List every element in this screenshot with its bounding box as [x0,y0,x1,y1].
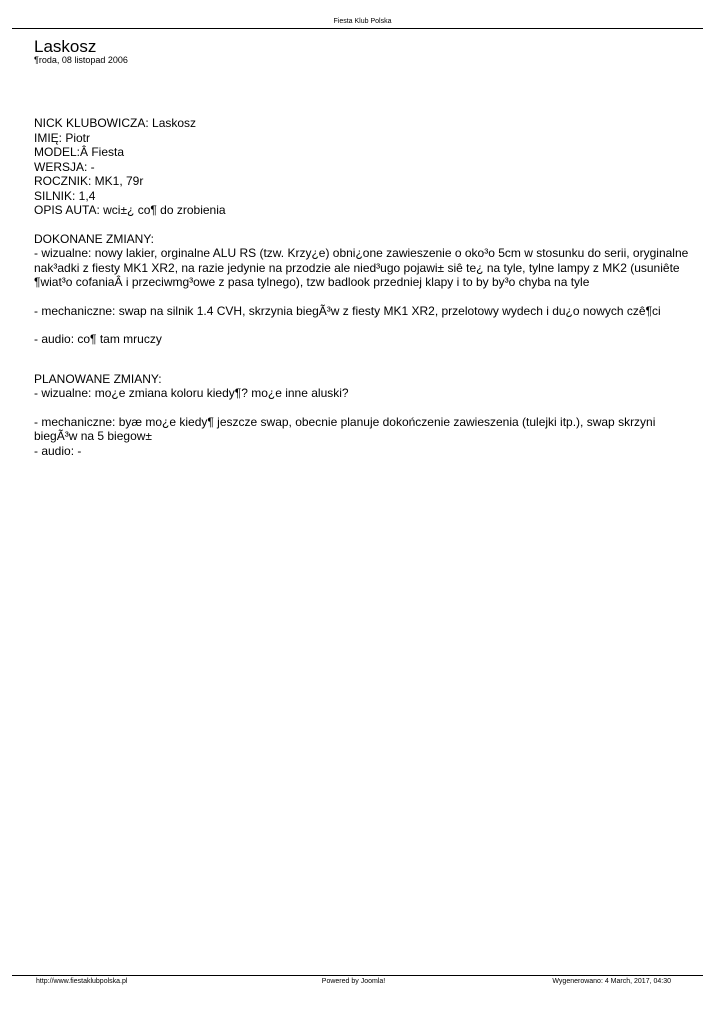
done-mechanical: - mechaniczne: swap na silnik 1.4 CVH, skrzynia biegÃ³w z fiesty MK1 XR2, przelotowy wydech i du¿o nowych czê¶ci [34,303,661,318]
footer-divider [12,975,703,976]
info-year: ROCZNIK: MK1, 79r [34,174,144,188]
footer-generated: Wygenerowano: 4 March, 2017, 04:30 [552,978,671,985]
info-engine: SILNIK: 1,4 [34,188,96,203]
info-version: WERSJA: - [34,159,95,174]
footer-powered: Powered by Joomla! [321,978,386,985]
header-divider [12,28,703,29]
site-name: Fiesta Klub Polska [333,18,392,25]
done-audio: - audio: co¶ tam mruczy [34,332,162,346]
info-model: MODEL:Â Fiesta [34,145,125,159]
planned-mechanical: - mechaniczne: byæ mo¿e kiedy¶ jeszcze swap, obecnie planuje dokończenie zawieszenia (tulejki itp.), swap skrzyni biegÃ³w na 5 biegow± [34,414,656,443]
article-title: Laskosz [34,37,97,56]
info-name: IMIĘ: Piotr [34,130,91,145]
footer-url: http://www.fiestaklubpolska.pl [36,978,128,985]
done-heading: DOKONANE ZMIANY: [34,231,155,246]
planned-visual: - wizualne: mo¿e zmiana koloru kiedy¶? mo¿e inne aluski? [34,386,349,400]
done-visual: - wizualne: nowy lakier, orginalne ALU RS (tzw. Krzy¿e) obni¿one zawieszenie o oko³o 5cm w stosunku do serii, oryginalne nak³adki z fiesty MK1 XR2, na razie jedynie na przodzie ale nied³ugo pojawi± siê te¿ na tyle, tylne lampy z MK2 (usuniête ¶wiat³o cofaniaÂ i przeciwmg³owe z pasa tylnego), tzw badlook przedniej klapy i to by by³o chyba na tyle [34,246,689,289]
info-nick: NICK KLUBOWICZA: Laskosz [34,116,197,130]
article-date: ¶roda, 08 listopad 2006 [34,55,128,65]
planned-audio: - audio: - [34,443,82,458]
article-body [34,116,694,458]
planned-heading: PLANOWANE ZMIANY: [34,371,162,386]
info-description: OPIS AUTA: wci±¿ co¶ do zrobienia [34,203,226,217]
